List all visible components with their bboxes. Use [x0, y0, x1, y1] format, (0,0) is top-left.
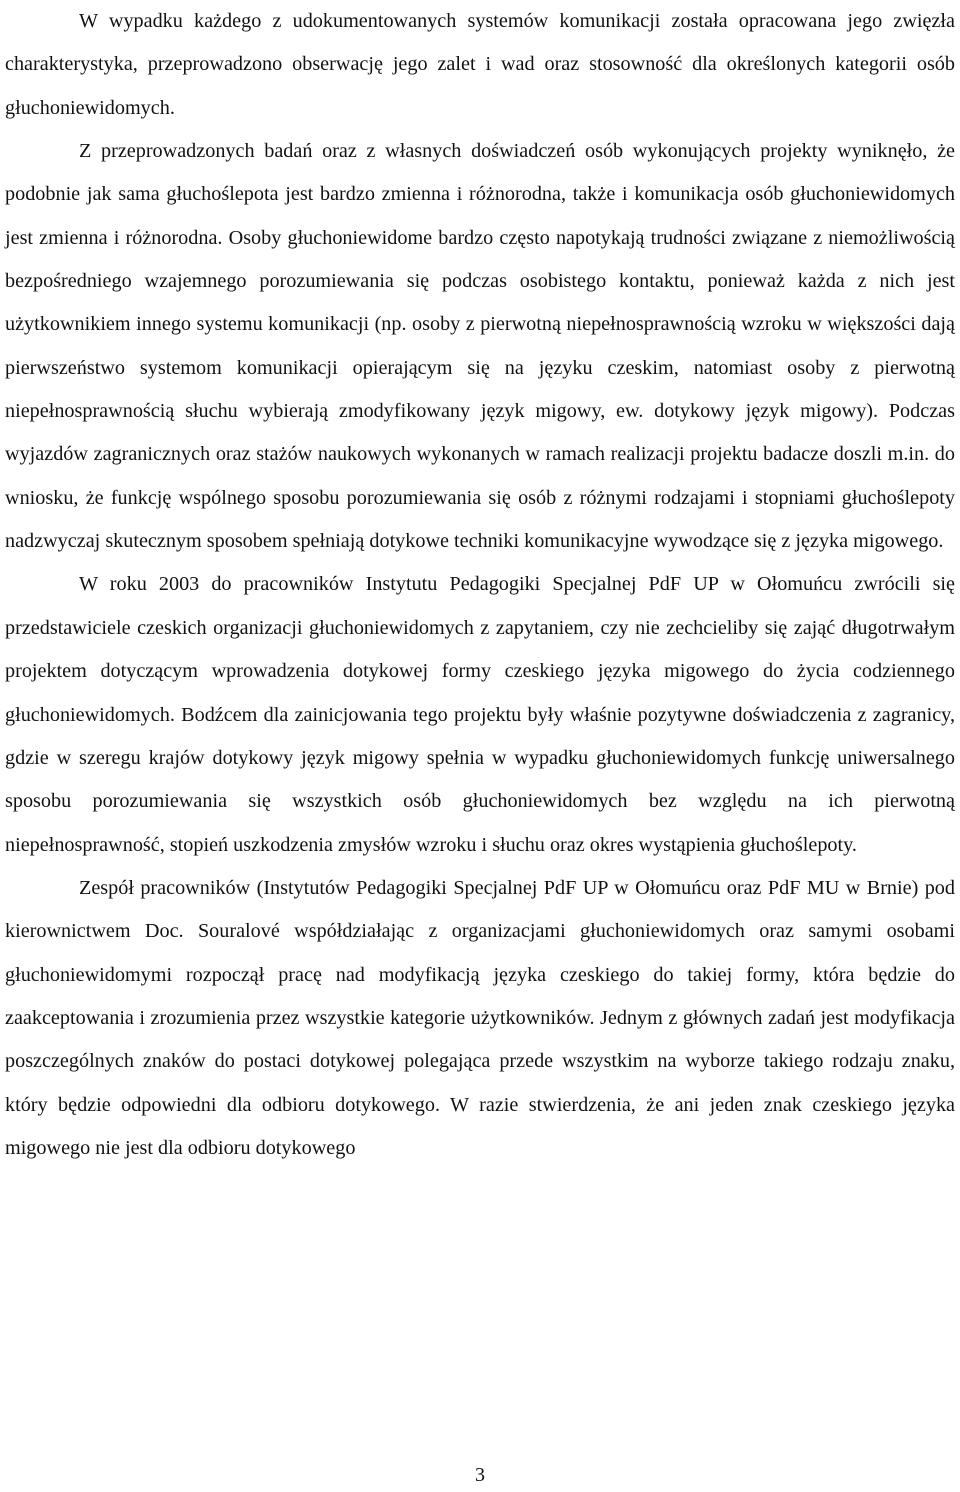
paragraph-2: Z przeprowadzonych badań oraz z własnych doświadczeń osób wykonujących projekty wyniknęło, że podobnie jak sama głuchoślepota jest bardzo zmienna i różnorodna, także i komunikacja osób głuchoniewidomych jest zmienna i różnorodna. Osoby głuchoniewidome bardzo często napotykają trudności związane z niemożliwością bezpośredniego wzajemnego porozumiewania się podczas osobistego kontaktu, ponieważ każda z nich jest użytkownikiem innego systemu komunikacji (np. osoby z pierwotną niepełnosprawnością wzroku w większości dają pierwszeństwo systemom komunikacji opierającym się na języku czeskim, natomiast osoby z pierwotną niepełnosprawnością słuchu wybierają zmodyfikowany język migowy, ew. dotykowy język migowy). Podczas wyjazdów zagranicznych oraz stażów naukowych wykonanych w ramach realizacji projektu badacze doszli m.in. do wniosku, że funkcję wspólnego sposobu porozumiewania się osób z różnymi rodzajami i stopniami głuchoślepoty nadzwyczaj skutecznym sposobem spełniają dotykowe techniki komunikacyjne wywodzące się z języka migowego.	[5, 140, 955, 553]
paragraph-4: Zespół pracowników (Instytutów Pedagogiki Specjalnej PdF UP w Ołomuńcu oraz PdF MU w Brnie) pod kierownictwem Doc. Souralové współdziałając z organizacjami głuchoniewidomych oraz samymi osobami głuchoniewidomymi rozpoczął pracę nad modyfikacją języka czeskiego do takiej formy, która będzie do zaakceptowania i zrozumienia przez wszystkie kategorie użytkowników. Jednym z głównych zadań jest modyfikacja poszczególnych znaków do postaci dotykowej polegająca przede wszystkim na wyborze takiego rodzaju znaku, który będzie odpowiedni dla odbioru dotykowego. W razie stwierdzenia, że ani jeden znak czeskiego języka migowego nie jest dla odbioru dotykowego	[5, 876, 955, 1159]
page-number: 3	[475, 1464, 485, 1486]
document-page	[5, 0, 955, 1170]
paragraph-1: W wypadku każdego z udokumentowanych systemów komunikacji została opracowana jego zwięzła charakterystyka, przeprowadzono obserwację jego zalet i wad oraz stosowność dla określonych kategorii osób głuchoniewidomych.	[5, 10, 955, 119]
paragraph-3: W roku 2003 do pracowników Instytutu Pedagogiki Specjalnej PdF UP w Ołomuńcu zwrócili się przedstawiciele czeskich organizacji głuchoniewidomych z zapytaniem, czy nie zechcieliby się zająć długotrwałym projektem dotyczącym wprowadzenia dotykowej formy czeskiego języka migowego do życia codziennego głuchoniewidomych. Bodźcem dla zainicjowania tego projektu były właśnie pozytywne doświadczenia z zagranicy, gdzie w szeregu krajów dotykowy język migowy spełnia w wypadku głuchoniewidomych funkcję uniwersalnego sposobu porozumiewania się wszystkich osób głuchoniewidomych bez względu na ich pierwotną niepełnosprawność, stopień uszkodzenia zmysłów wzroku i słuchu oraz okres wystąpienia głuchoślepoty.	[5, 573, 955, 856]
